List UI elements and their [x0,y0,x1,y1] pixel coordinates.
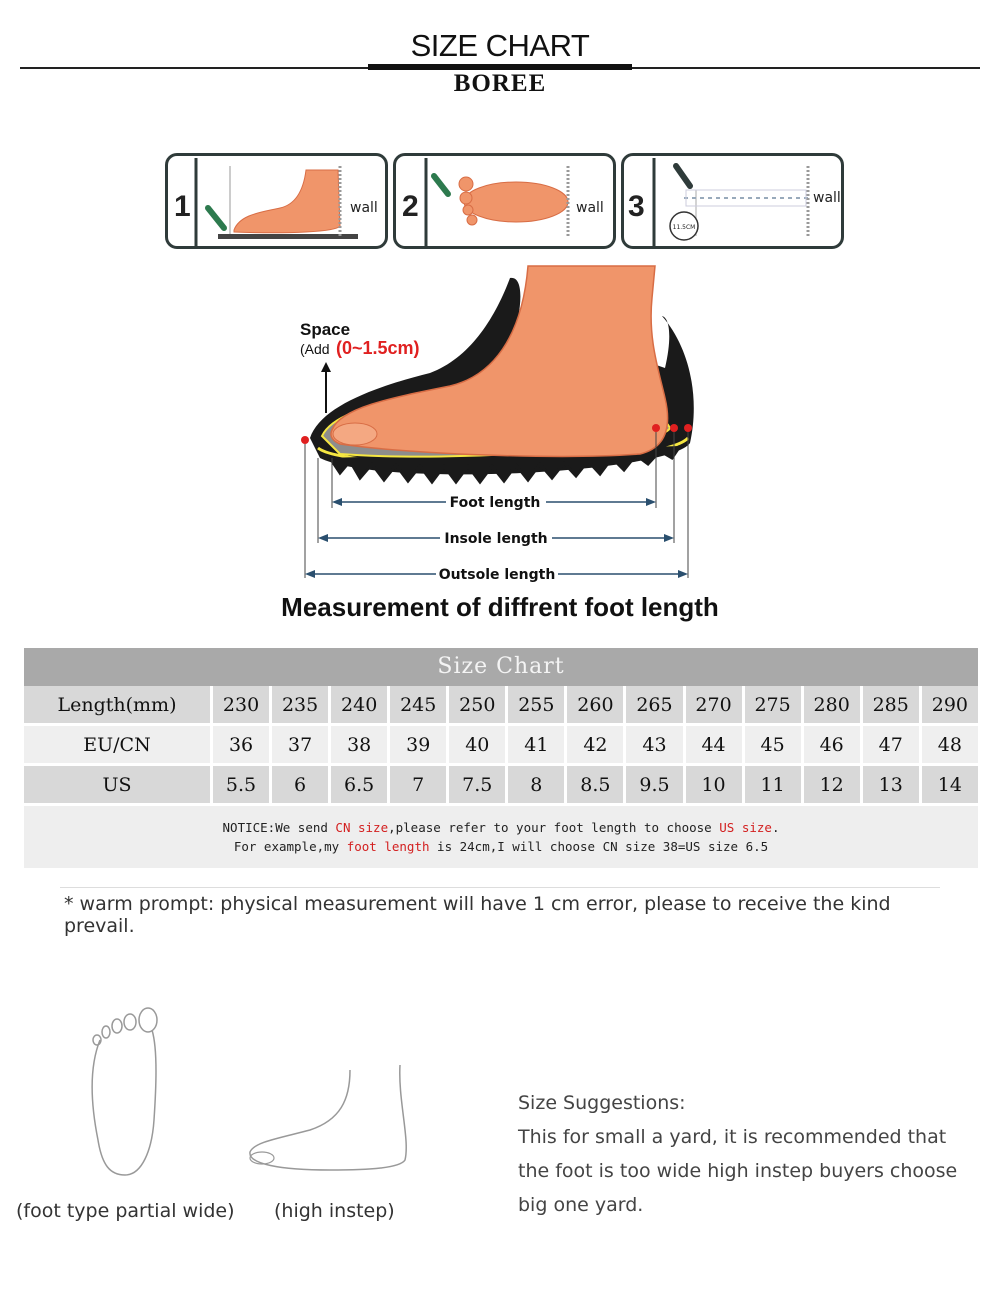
notice-line-2: For example,my foot length is 24cm,I will choose CN size 38=US size 6.5 [233,839,769,854]
wall-label: wall [813,190,841,206]
size-suggestions [518,1086,978,1222]
size-cell: 5.5 [210,766,269,806]
diagram-caption: Measurement of diffrent foot length [281,592,719,622]
suggestions-line-3: big one yard. [518,1194,644,1216]
foot-length-label: Foot length [449,495,541,511]
size-cell: 230 [210,686,269,726]
space-add-label: (Add [300,341,330,357]
size-cell: 7.5 [446,766,505,806]
size-cell: 6 [269,766,328,806]
space-label: Space [300,320,351,339]
size-cell: 7 [387,766,446,806]
size-cell: 37 [269,726,328,766]
wide-foot-caption: (foot type partial wide) [16,1200,235,1222]
step-3-illustration [624,156,841,246]
size-grid [24,686,978,806]
high-instep-caption: (high instep) [274,1200,395,1222]
space-range-label: (0~1.5cm) [336,338,420,358]
size-cell: 8.5 [564,766,623,806]
size-cell: 42 [564,726,623,766]
suggestions-title: Size Suggestions: [518,1092,686,1114]
size-cell: 13 [860,766,919,806]
wide-foot-icon [70,1000,180,1185]
warm-prompt: * warm prompt: physical measurement will have 1 cm error, please to receive the kind prevail. [64,893,891,937]
size-cell: 275 [742,686,801,726]
size-cell: 235 [269,686,328,726]
size-cell: 260 [564,686,623,726]
size-chart-table [24,648,978,868]
size-row [24,766,978,806]
size-cell: 6.5 [328,766,387,806]
measurement-steps [0,153,1000,253]
brand-name: BOREE [453,70,547,97]
size-cell: 280 [801,686,860,726]
step-number: 3 [628,190,645,223]
high-instep-icon [240,1060,420,1180]
size-cell: 38 [328,726,387,766]
size-row [24,726,978,766]
size-cell: 11 [742,766,801,806]
size-cell: 43 [623,726,682,766]
step-number: 1 [174,190,191,223]
size-cell: 41 [505,726,564,766]
size-cell: 10 [683,766,742,806]
size-cell: 44 [683,726,742,766]
insole-length-label: Insole length [444,531,548,547]
size-cell: 285 [860,686,919,726]
step-3-panel [621,153,844,249]
step-1-illustration [168,156,385,246]
size-row-label: US [24,766,210,806]
step-2-illustration [396,156,613,246]
size-cell: 47 [860,726,919,766]
size-cell: 40 [446,726,505,766]
notice-line-1: NOTICE:We send CN size,please refer to your foot length to choose US size. [222,820,780,835]
size-cell: 14 [919,766,978,806]
size-cell: 46 [801,726,860,766]
size-cell: 39 [387,726,446,766]
size-row-label: EU/CN [24,726,210,766]
step-number: 2 [402,190,419,223]
size-notice [24,806,978,868]
size-cell: 36 [210,726,269,766]
size-cell: 12 [801,766,860,806]
step-2-panel [393,153,616,249]
page-title: SIZE CHART [410,28,590,63]
size-cell: 290 [919,686,978,726]
size-chart-title: Size Chart [24,648,978,686]
size-cell: 265 [623,686,682,726]
foot-length-diagram [260,258,760,588]
suggestions-line-1: This for small a yard, it is recommended that [518,1126,947,1148]
page-header [0,0,1000,110]
wall-label: wall [350,200,378,216]
size-cell: 245 [387,686,446,726]
size-row-label: Length(mm) [24,686,210,726]
size-cell: 240 [328,686,387,726]
size-cell: 255 [505,686,564,726]
size-cell: 45 [742,726,801,766]
size-cell: 250 [446,686,505,726]
section-divider [60,887,940,888]
size-cell: 9.5 [623,766,682,806]
outsole-length-label: Outsole length [438,567,556,583]
measurement-badge: 11.5CM [672,224,696,231]
suggestions-line-2: the foot is too wide high instep buyers choose [518,1160,958,1182]
wall-label: wall [576,200,604,216]
size-cell: 270 [683,686,742,726]
size-row [24,686,978,726]
size-cell: 48 [919,726,978,766]
size-cell: 8 [505,766,564,806]
step-1-panel [165,153,388,249]
